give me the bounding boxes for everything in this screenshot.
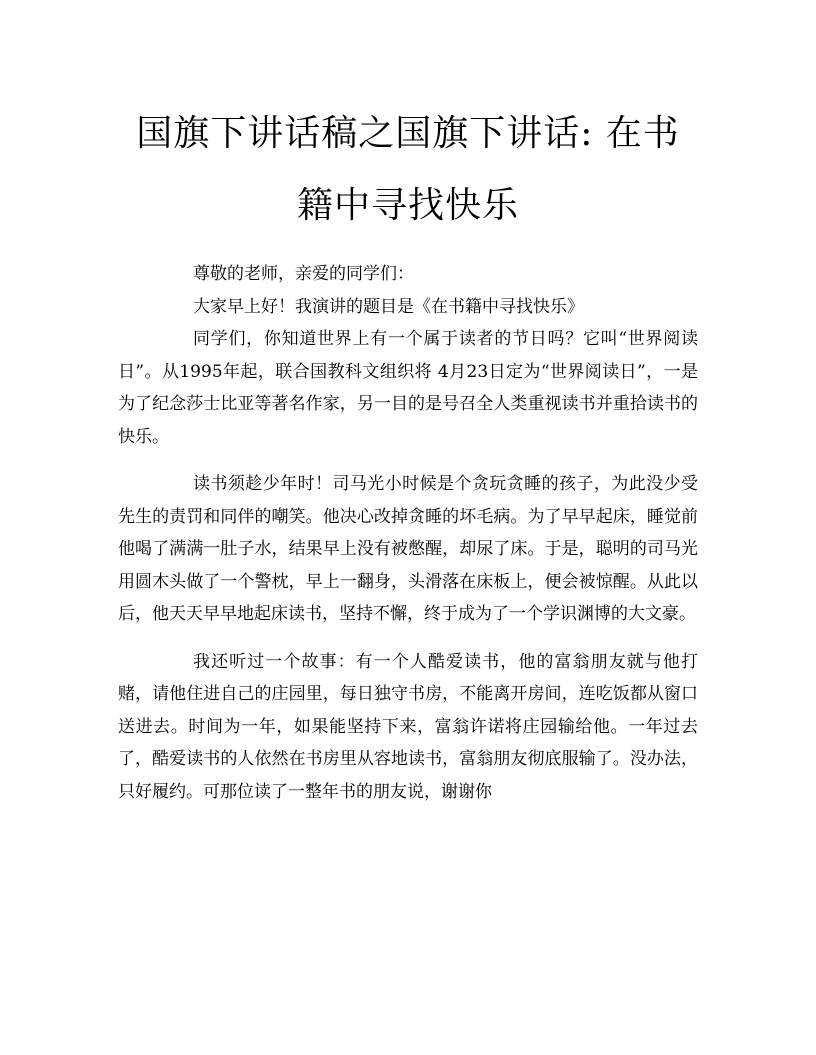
greeting-paragraph: 大家早上好！我演讲的题目是《在书籍中寻找快乐》 — [193, 296, 584, 317]
sima-guang-paragraph: 读书须趁少年时！司马光小时候是个贪玩贪睡的孩子，为此没少受先生的责罚和同伴的嘲笑。他决心改掉贪睡的坏毛病。为了早早起床，睡觉前他喝了满满一肚子水，结果早上没有被憋醒，却尿了床。于是，聪明的司马光用圆木头做了一个警枕，早上一翻身，头滑落在床板上，便会被惊醒。从此以后，他天天早早地起床读书，坚持不懈，终于成为了一个学识渊博的大文豪。 — [118, 474, 698, 624]
world-reading-day-paragraph: 同学们，你知道世界上有一个属于读者的节日吗？它叫“世界阅读日”。从1995年起，联合国教科文组织将 4月23日定为“世界阅读日”，一是为了纪念莎士比亚等著名作家，另一目的是号召全人类重视读书并重拾读书的快乐。 — [118, 329, 698, 447]
document-title: 国旗下讲话稿之国旗下讲话: 在书籍中寻找快乐 — [136, 113, 680, 226]
document-body — [118, 258, 698, 808]
bet-story-paragraph: 我还听过一个故事：有一个人酷爱读书，他的富翁朋友就与他打赌，请他住进自己的庄园里，每日独守书房，不能离开房间，连吃饭都从窗口送进去。时间为一年，如果能坚持下来，富翁许诺将庄园输给他。一年过去了，酷爱读书的人依然在书房里从容地读书，富翁朋友彻底服输了。没办法，只好履约。可那位读了一整年书的朋友说，谢谢你 — [118, 651, 698, 802]
salutation: 尊敬的老师，亲爱的同学们： — [193, 264, 414, 284]
